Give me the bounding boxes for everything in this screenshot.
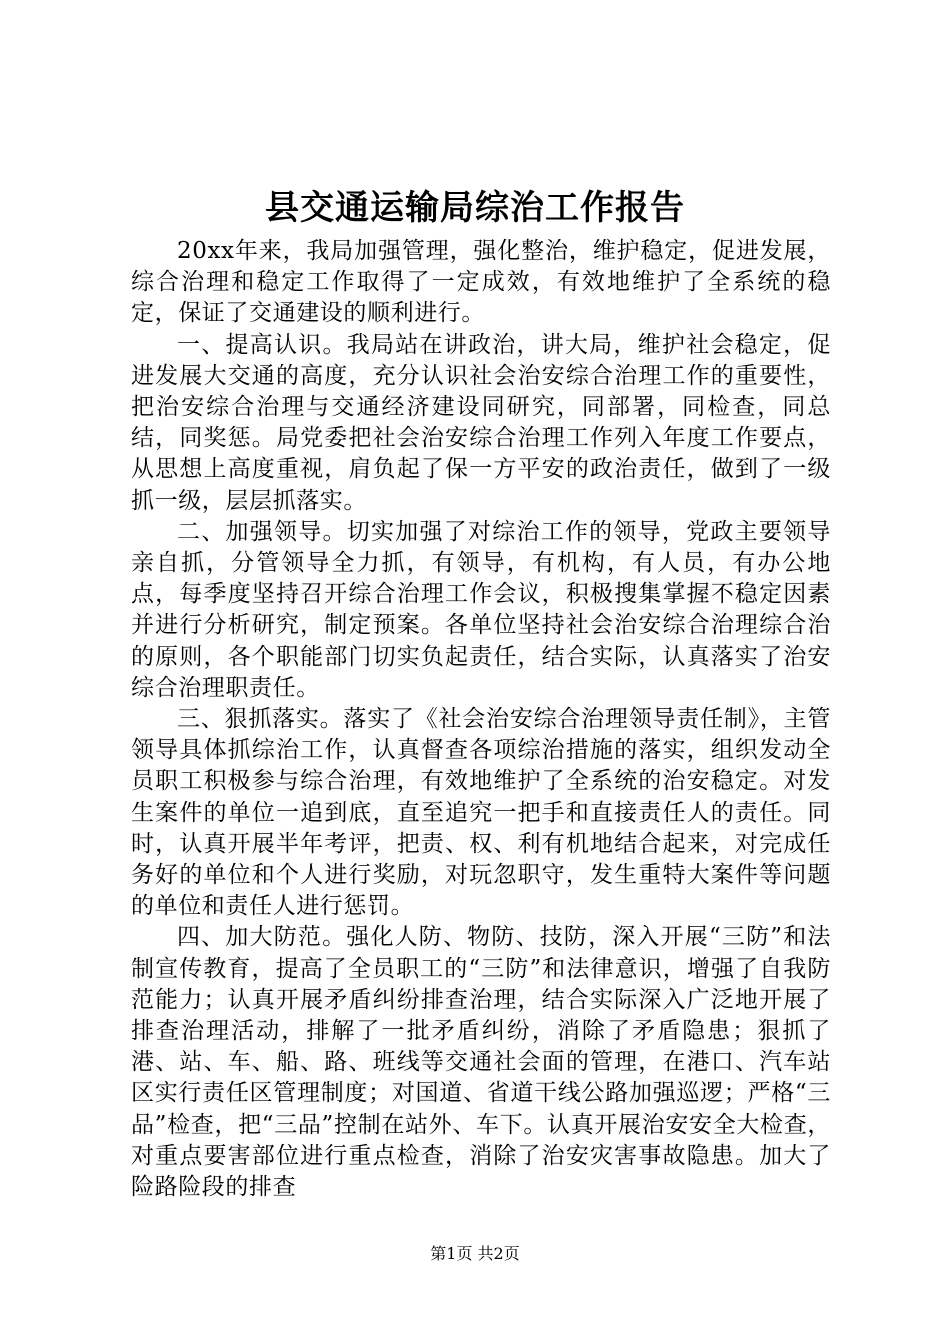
document-title: 县交通运输局综治工作报告 — [265, 188, 685, 228]
paragraph-intro: 20xx年来，我局加强管理，强化整治，维护稳定，促进发展，综合治理和稳定工作取得了一定成效，有效地维护了全系统的稳定，保证了交通建设的顺利进行。 — [131, 238, 831, 327]
page-number: 第1页 共2页 — [430, 1244, 520, 1263]
paragraph-section-2: 二、加强领导。切实加强了对综治工作的领导，党政主要领导亲自抓，分管领导全力抓，有领导，有机构，有人员，有办公地点，每季度坚持召开综合治理工作会议，积极搜集掌握不稳定因素并进行分析研究，制定预案。各单位坚持社会治安综合治理综合治的原则，各个职能部门切实负起责任，结合实际，认真落实了治安综合治理职责任。 — [131, 518, 831, 701]
paragraph-section-1: 一、提高认识。我局站在讲政治，讲大局，维护社会稳定，促进发展大交通的高度，充分认识社会治安综合治理工作的重要性，把治安综合治理与交通经济建设同研究，同部署，同检查，同总结，同奖惩。局党委把社会治安综合治理工作列入年度工作要点，从思想上高度重视，肩负起了保一方平安的政治责任，做到了一级抓一级，层层抓落实。 — [131, 331, 831, 514]
paragraph-section-4: 四、加大防范。强化人防、物防、技防，深入开展“三防”和法制宣传教育，提高了全员职工的“三防”和法律意识，增强了自我防范能力；认真开展矛盾纠纷排查治理，结合实际深入广泛地开展了排查治理活动，排解了一批矛盾纠纷，消除了矛盾隐患；狠抓了港、站、车、船、路、班线等交通社会面的管理，在港口、汽车站区实行责任区管理制度；对国道、省道干线公路加强巡逻；严格“三品”检查，把“三品”控制在站外、车下。认真开展治安安全大检查，对重点要害部位进行重点检查，消除了治安灾害事故隐患。加大了险路险段的排查 — [131, 924, 831, 1201]
document-body — [131, 236, 831, 1203]
paragraph-section-3: 三、狠抓落实。落实了《社会治安综合治理领导责任制》，主管领导具体抓综治工作，认真督查各项综治措施的落实，组织发动全员职工积极参与综合治理，有效地维护了全系统的治安稳定。对发生案件的单位一追到底，直至追究一把手和直接责任人的责任。同时，认真开展半年考评，把责、权、利有机地结合起来，对完成任务好的单位和个人进行奖励，对玩忽职守，发生重特大案件等问题的单位和责任人进行惩罚。 — [131, 706, 831, 920]
